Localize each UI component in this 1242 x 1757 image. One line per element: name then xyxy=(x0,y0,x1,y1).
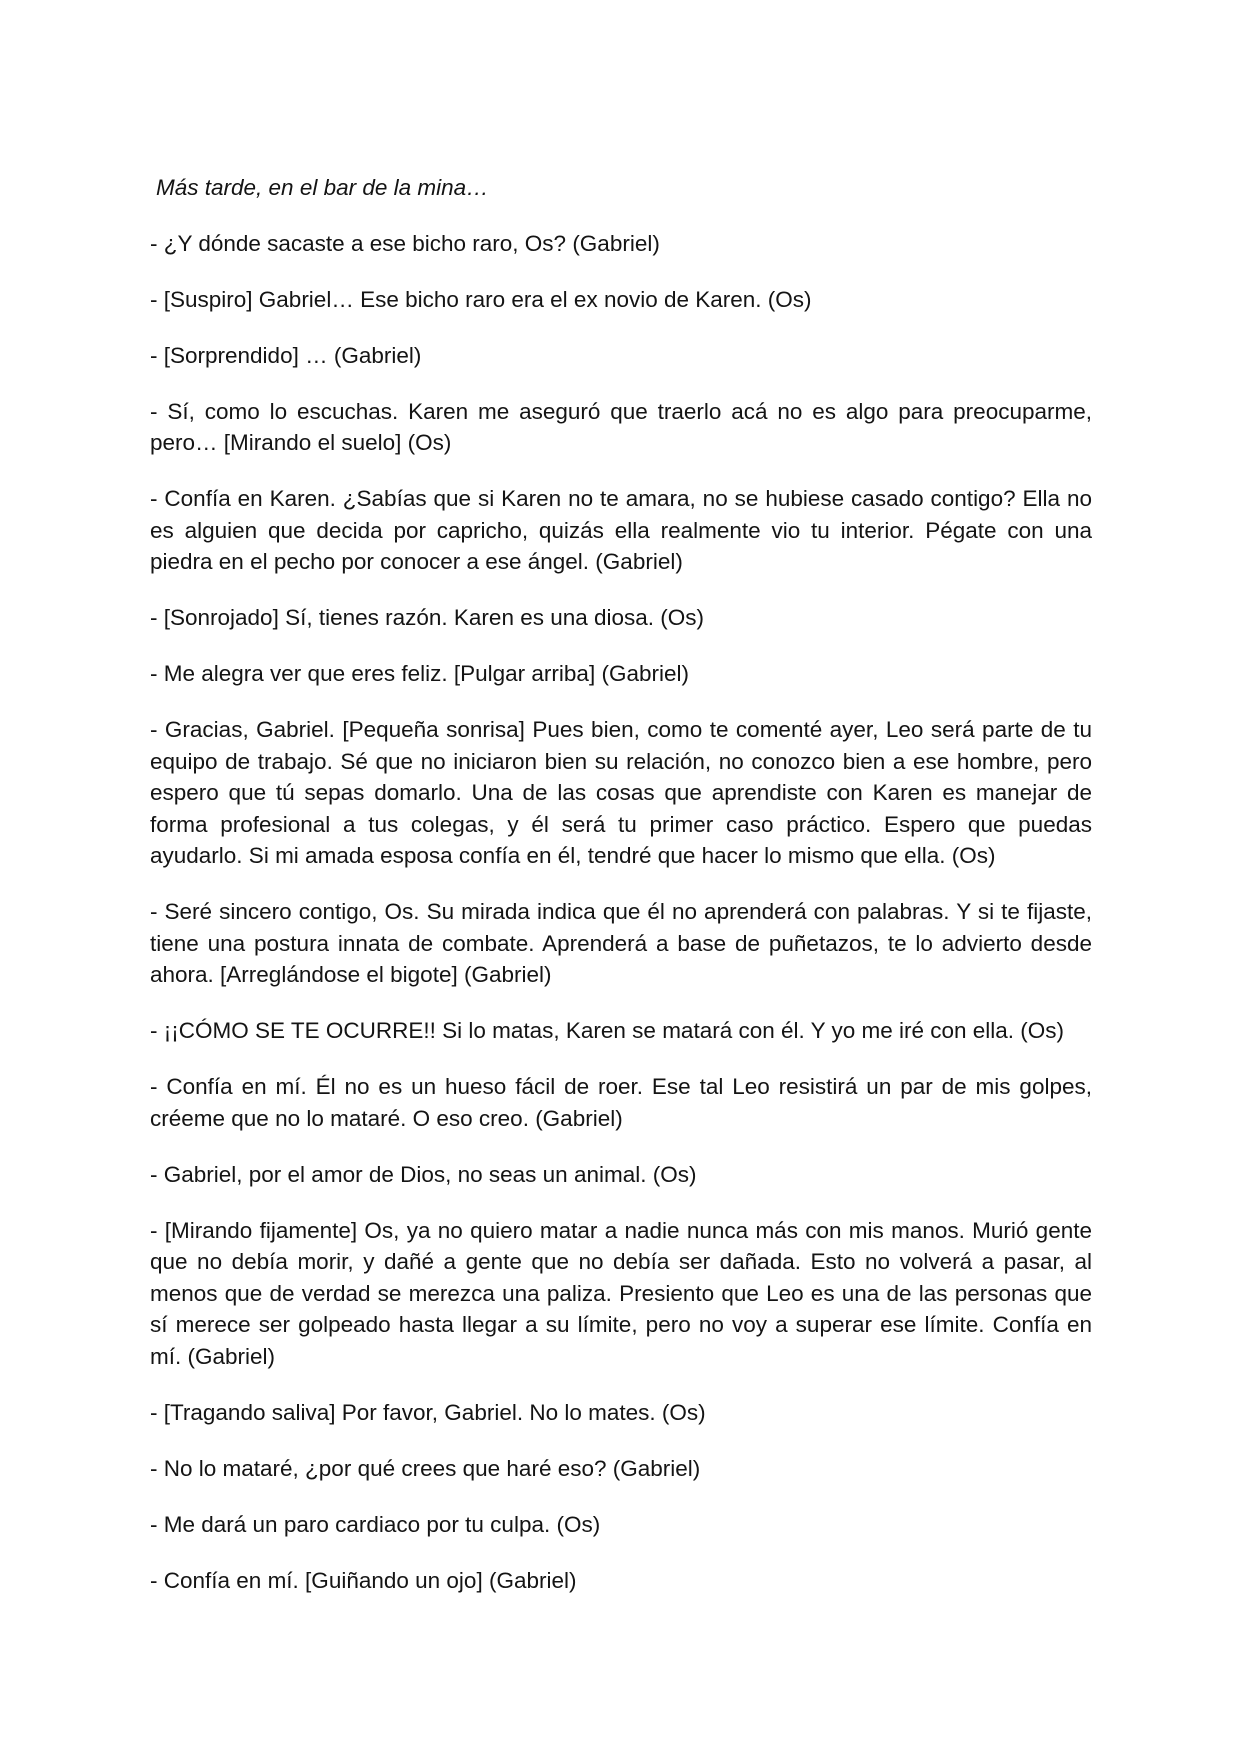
scene-heading: Más tarde, en el bar de la mina… xyxy=(156,175,489,200)
dialogue-paragraph: - Confía en mí. Él no es un hueso fácil de roer. Ese tal Leo resistirá un par de mis golpes, créeme que no lo mataré. O eso creo. (Gabriel) xyxy=(150,1074,1092,1131)
dialogue-paragraph: - No lo mataré, ¿por qué crees que haré eso? (Gabriel) xyxy=(150,1455,701,1481)
dialogue-paragraph: - [Sorprendido] … (Gabriel) xyxy=(150,342,422,368)
dialogue-paragraph: - [Mirando fijamente] Os, ya no quiero matar a nadie nunca más con mis manos. Murió gente que no debía morir, y dañé a gente que no debía ser dañada. Esto no volverá a pasar, al menos que de verdad se merezca una paliza. Presiento que Leo es una de las personas que sí merece ser golpeado hasta llegar a su límite, pero no voy a superar ese límite. Confía en mí. (Gabriel) xyxy=(150,1217,1092,1369)
dialogue-paragraph: - ¿Y dónde sacaste a ese bicho raro, Os? (Gabriel) xyxy=(150,230,660,256)
dialogue-paragraph: - Gabriel, por el amor de Dios, no seas un animal. (Os) xyxy=(150,1161,697,1187)
dialogue-paragraph: - Seré sincero contigo, Os. Su mirada indica que él no aprenderá con palabras. Y si te fijaste, tiene una postura innata de combate. Aprenderá a base de puñetazos, te lo advierto desde ahora. [Arreglándose el bigote] (Gabriel) xyxy=(150,899,1092,987)
document-body xyxy=(150,172,1092,1621)
dialogue-paragraph: - [Sonrojado] Sí, tienes razón. Karen es una diosa. (Os) xyxy=(150,605,705,630)
dialogue-paragraph: - Me dará un paro cardiaco por tu culpa. (Os) xyxy=(150,1511,601,1537)
dialogue-paragraph: - Confía en mí. [Guiñando un ojo] (Gabriel) xyxy=(150,1567,577,1593)
dialogue-paragraph: - Me alegra ver que eres feliz. [Pulgar arriba] (Gabriel) xyxy=(150,661,689,686)
dialogue-paragraph: - Sí, como lo escuchas. Karen me aseguró que traerlo acá no es algo para preocuparme, pero… [Mirando el suelo] (Os) xyxy=(150,398,1092,455)
dialogue-paragraph: - Gracias, Gabriel. [Pequeña sonrisa] Pues bien, como te comenté ayer, Leo será parte de tu equipo de trabajo. Sé que no iniciaron bien su relación, no conozco bien a ese hombre, pero espero que tú sepas domarlo. Una de las cosas que aprendiste con Karen es manejar de forma profesional a tus colegas, y él será tu primer caso práctico. Espero que puedas ayudarlo. Si mi amada esposa confía en él, tendré que hacer lo mismo que ella. (Os) xyxy=(150,717,1092,868)
dialogue-paragraph: - [Suspiro] Gabriel… Ese bicho raro era el ex novio de Karen. (Os) xyxy=(150,286,812,312)
dialogue-paragraph: - ¡¡CÓMO SE TE OCURRE!! Si lo matas, Karen se matará con él. Y yo me iré con ella. (Os) xyxy=(150,1018,1065,1043)
dialogue-paragraph: - [Tragando saliva] Por favor, Gabriel. No lo mates. (Os) xyxy=(150,1399,706,1425)
dialogue-paragraph: - Confía en Karen. ¿Sabías que si Karen no te amara, no se hubiese casado contigo? Ella no es alguien que decida por capricho, quizás ella realmente vio tu interior. Pégate con una piedra en el pecho por conocer a ese ángel. (Gabriel) xyxy=(150,486,1092,574)
